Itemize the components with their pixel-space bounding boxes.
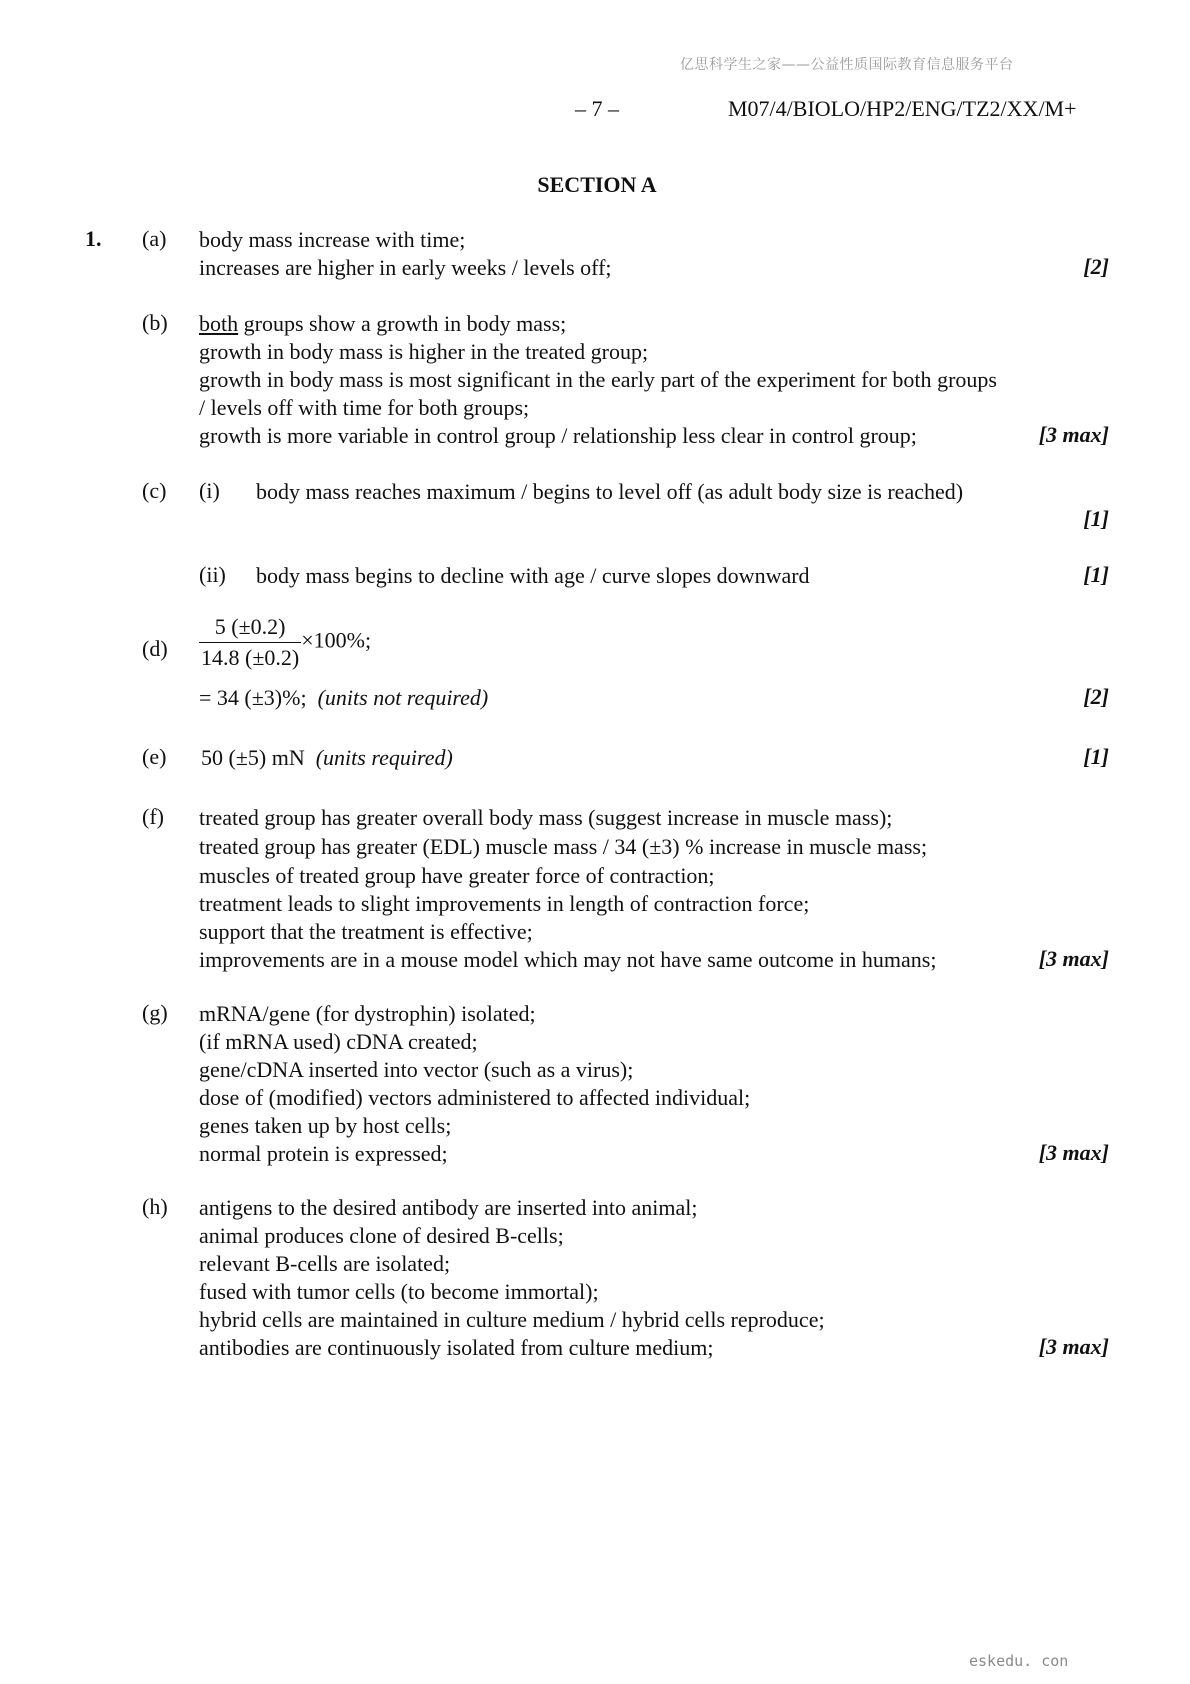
part-e-value: 50 (±5) mN (201, 745, 305, 770)
answer-line: dose of (modified) vectors administered to affected individual; (199, 1085, 751, 1110)
part-e-label: (e) (142, 744, 167, 769)
part-g-mark: [3 max] (1038, 1140, 1109, 1165)
part-a-label: (a) (142, 226, 167, 251)
part-d-result: = 34 (±3)%; (199, 685, 307, 710)
part-d-result-line (199, 684, 488, 712)
part-d-mark: [2] (1083, 684, 1109, 709)
answer-line: normal protein is expressed; (199, 1141, 448, 1166)
answer-line: increases are higher in early weeks / levels off; (199, 255, 612, 280)
answer-line: gene/cDNA inserted into vector (such as a virus); (199, 1057, 634, 1082)
answer-line: (if mRNA used) cDNA created; (199, 1029, 478, 1054)
fraction (199, 614, 301, 671)
part-c-i-label: (i) (199, 478, 220, 503)
part-h-answer (199, 1194, 825, 1362)
answer-line: improvements are in a mouse model which may not have same outcome in humans; (199, 947, 937, 972)
answer-line: fused with tumor cells (to become immortal); (199, 1279, 599, 1304)
part-d-note: (units not required) (317, 685, 489, 710)
part-c-ii-answer: body mass begins to decline with age / curve slopes downward (256, 563, 810, 588)
answer-line: genes taken up by host cells; (199, 1113, 452, 1138)
part-f-label: (f) (142, 804, 164, 829)
part-h-label: (h) (142, 1194, 168, 1219)
reference-code: M07/4/BIOLO/HP2/ENG/TZ2/XX/M+ (728, 96, 1077, 121)
part-e-note: (units required) (315, 745, 453, 770)
page-number: – 7 – (575, 96, 619, 121)
answer-line: relevant B-cells are isolated; (199, 1251, 451, 1276)
part-d-label: (d) (142, 636, 168, 661)
question-number: 1. (85, 226, 102, 251)
part-g-label: (g) (142, 1000, 168, 1025)
part-d-formula (199, 614, 371, 671)
answer-line: growth is more variable in control group / relationship less clear in control group; (199, 423, 917, 448)
part-b-label: (b) (142, 310, 168, 335)
part-a-mark: [2] (1083, 254, 1109, 279)
answer-line: antibodies are continuously isolated from culture medium; (199, 1335, 714, 1360)
part-a-answer (199, 226, 612, 282)
footer-site-mark: eskedu. con (969, 1652, 1069, 1670)
answer-line: animal produces clone of desired B-cells; (199, 1223, 564, 1248)
answer-line: growth in body mass is most significant in the early part of the experiment for both groups / levels off with time for both groups; (199, 367, 997, 420)
answer-line: muscles of treated group have greater force of contraction; (199, 863, 715, 888)
part-f-mark: [3 max] (1038, 946, 1109, 971)
fraction-denominator: 14.8 (±0.2) (201, 645, 300, 670)
part-g-answer (199, 1000, 750, 1168)
underlined-word: both (199, 311, 239, 336)
fraction-numerator: 5 (±0.2) (199, 614, 301, 643)
answer-line: treatment leads to slight improvements in length of contraction force; (199, 891, 810, 916)
fraction-multiplier: ×100%; (301, 627, 372, 653)
part-h-mark: [3 max] (1038, 1334, 1109, 1359)
answer-line: antigens to the desired antibody are inserted into animal; (199, 1195, 698, 1220)
section-title: SECTION A (537, 172, 657, 197)
answer-line: body mass increase with time; (199, 227, 466, 252)
part-c-ii-label: (ii) (199, 562, 226, 587)
answer-line: mRNA/gene (for dystrophin) isolated; (199, 1001, 536, 1026)
part-c-ii-mark: [1] (1083, 562, 1109, 587)
part-f-answer (199, 804, 936, 974)
answer-line: support that the treatment is effective; (199, 919, 533, 944)
answer-line: growth in body mass is higher in the treated group; (199, 339, 649, 364)
answer-line: treated group has greater overall body mass (suggest increase in muscle mass); (199, 805, 893, 830)
answer-line: hybrid cells are maintained in culture medium / hybrid cells reproduce; (199, 1307, 825, 1332)
part-c-i-mark: [1] (1083, 506, 1109, 531)
part-c-label: (c) (142, 478, 167, 503)
part-b-mark: [3 max] (1038, 422, 1109, 447)
part-e-mark: [1] (1083, 744, 1109, 769)
part-b-answer (199, 310, 997, 450)
answer-line: both groups show a growth in body mass; (199, 311, 567, 336)
part-c-i-answer: body mass reaches maximum / begins to level off (as adult body size is reached) (256, 479, 964, 504)
part-e-answer (201, 744, 453, 772)
answer-line: treated group has greater (EDL) muscle mass / 34 (±3) % increase in muscle mass; (199, 834, 928, 859)
watermark-text: 亿思科学生之家——公益性质国际教育信息服务平台 (680, 57, 1014, 73)
